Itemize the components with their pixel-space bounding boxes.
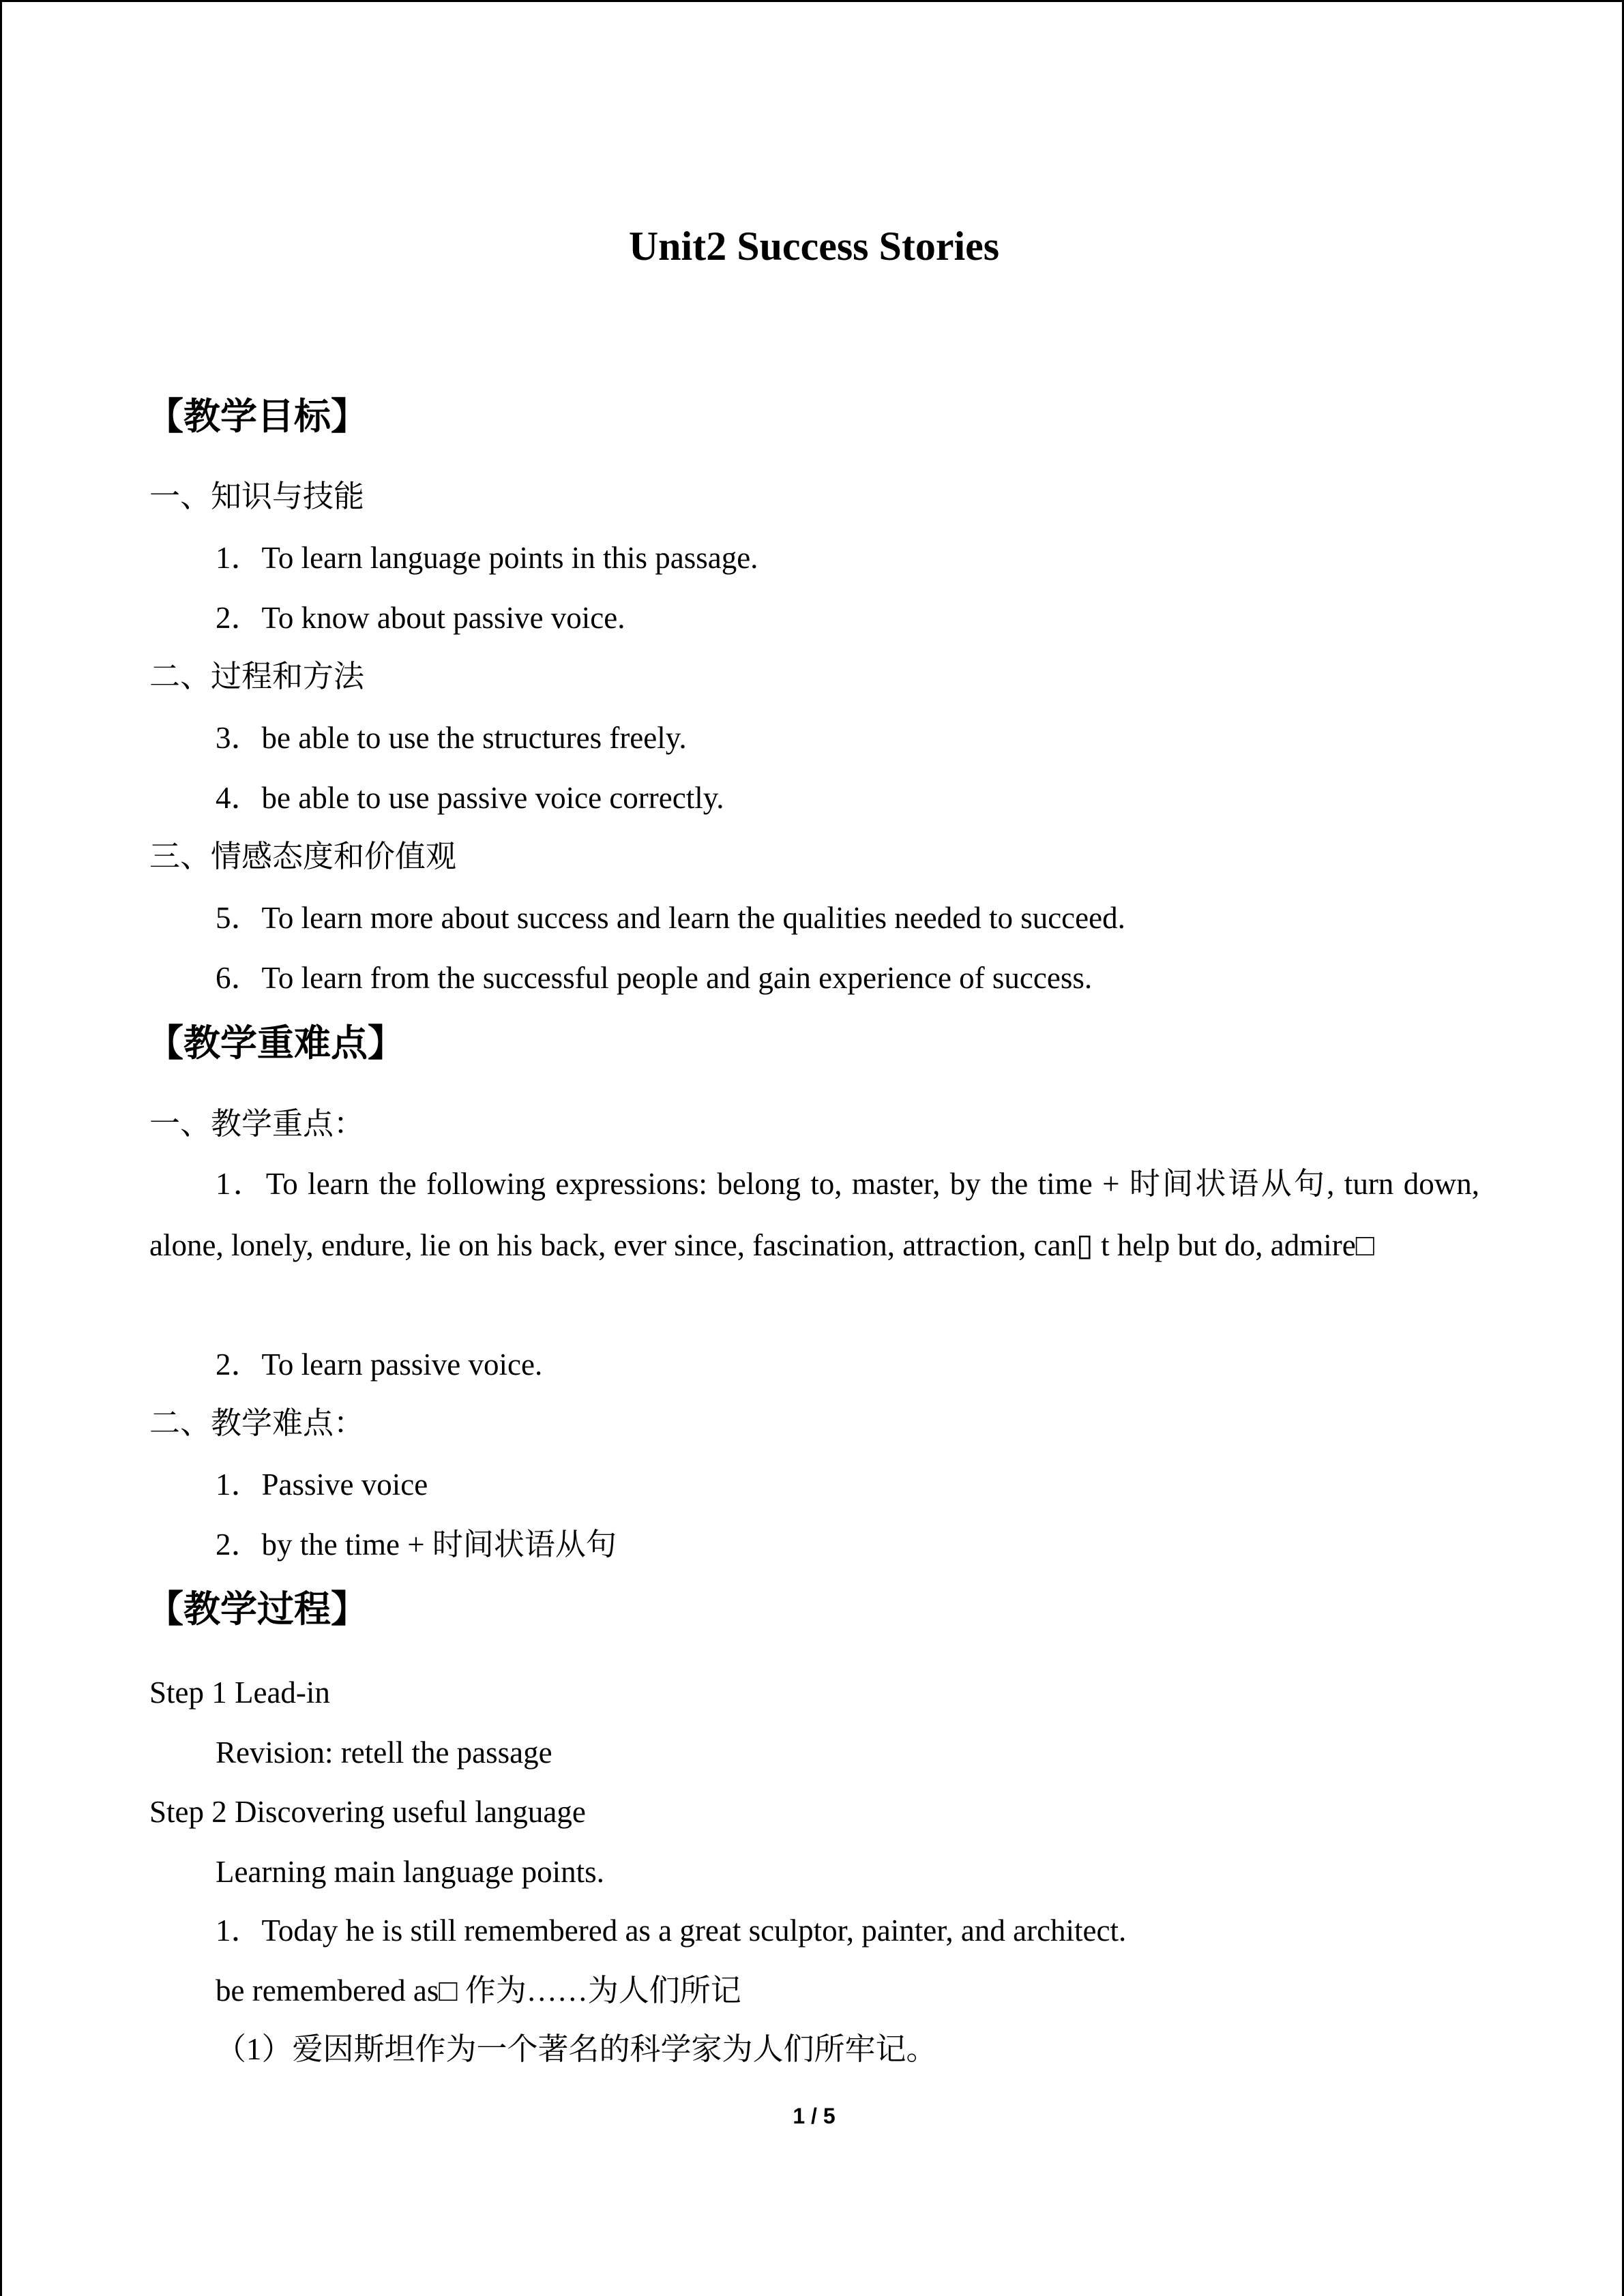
step-1-text: Revision: retell the passage bbox=[216, 1735, 552, 1770]
language-point-1: 1．Today he is still remembered as a great sculptor, painter, and architect. bbox=[216, 1913, 1127, 1948]
objective-item-5: 5．To learn more about success and learn the qualities needed to succeed. bbox=[216, 901, 1125, 935]
objective-item-6: 6．To learn from the successful people and gain experience of success. bbox=[216, 961, 1093, 995]
key-point-item-2: 2．To learn passive voice. bbox=[216, 1347, 543, 1382]
objective-item-3: 3．be able to use the structures freely. bbox=[216, 721, 687, 755]
key-point-item-1: 1．To learn the following expressions: belong to, master, by the time + 时间状语从句, turn down, alone, lonely, endure, lie on his back, ever since, fascination, attraction, can▯ t help but do, admire□ bbox=[149, 1167, 1479, 1262]
subheading-process-methods: 二、过程和方法 bbox=[149, 659, 365, 694]
objective-item-2: 2．To know about passive voice. bbox=[216, 601, 625, 635]
step-1-title: Step 1 Lead-in bbox=[149, 1675, 330, 1710]
subheading-difficult-points: 二、教学难点： bbox=[149, 1406, 365, 1440]
difficult-point-item-1: 1．Passive voice bbox=[216, 1467, 428, 1502]
objective-item-4: 4．be able to use passive voice correctly. bbox=[216, 781, 724, 815]
page-number: 1 / 5 bbox=[793, 2104, 836, 2128]
phrase-be-remembered-as: be remembered as□ 作为……为人们所记 bbox=[216, 1973, 741, 2008]
subheading-knowledge-skills: 一、知识与技能 bbox=[149, 479, 365, 513]
objective-item-1: 1．To learn language points in this passage. bbox=[216, 541, 758, 575]
step-2-text: Learning main language points. bbox=[216, 1855, 604, 1889]
document-title: Unit2 Success Stories bbox=[628, 224, 1000, 269]
heading-teaching-process: 【教学过程】 bbox=[147, 1587, 368, 1630]
example-sentence-1: （1）爱因斯坦作为一个著名的科学家为人们所牢记。 bbox=[216, 2032, 937, 2066]
heading-key-difficult-points: 【教学重难点】 bbox=[147, 1022, 404, 1064]
subheading-key-points: 一、教学重点： bbox=[149, 1107, 365, 1141]
subheading-attitudes-values: 三、情感态度和价值观 bbox=[149, 839, 457, 874]
heading-teaching-objectives: 【教学目标】 bbox=[147, 395, 368, 438]
difficult-point-item-2: 2．by the time + 时间状语从句 bbox=[216, 1527, 617, 1562]
step-2-title: Step 2 Discovering useful language bbox=[149, 1795, 586, 1829]
